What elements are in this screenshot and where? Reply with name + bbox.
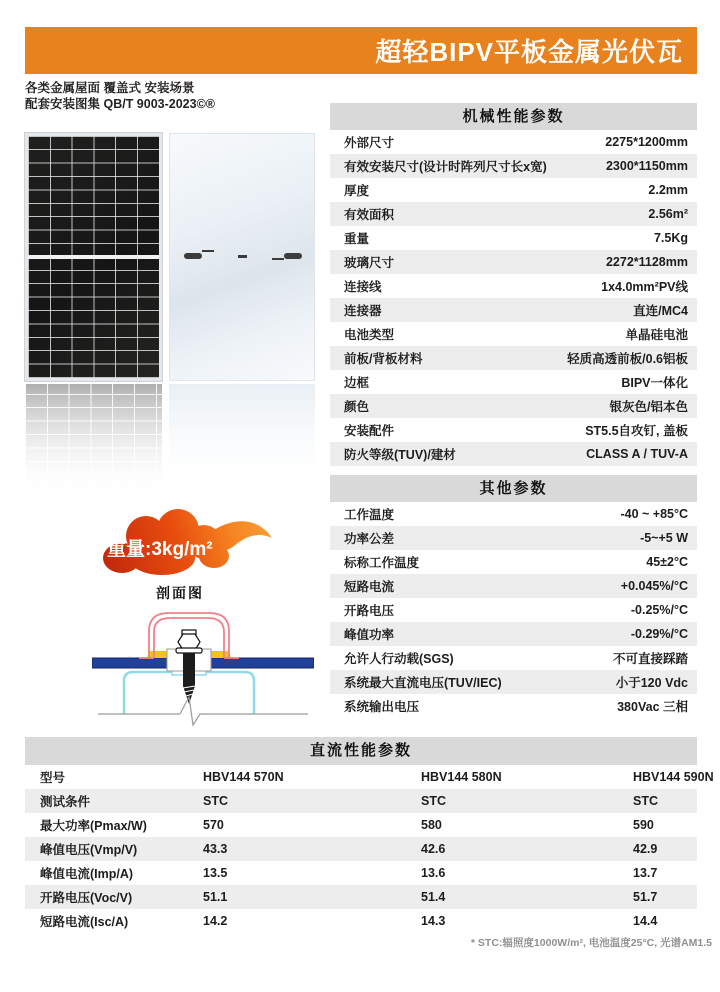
model-580n-cell: 42.6 [421, 842, 446, 856]
table-row [330, 442, 697, 466]
row-value: 2.56m² [648, 207, 688, 221]
table-row [330, 226, 697, 250]
row-label: 开路电压 [344, 604, 395, 618]
row-label: 系统最大直流电压(TUV/IEC) [344, 676, 502, 690]
junction-box-right [284, 253, 302, 259]
dc-section [25, 737, 714, 933]
row-label: 测试条件 [40, 795, 91, 809]
row-value: 380Vac 三相 [617, 700, 688, 714]
row-label: 电池类型 [344, 328, 395, 342]
weight-badge-text: 重量:3kg/m² [107, 539, 213, 560]
row-value: 45±2°C [646, 555, 688, 569]
intro-line-2: 配套安装图集 QB/T 9003-2023©® [25, 97, 216, 111]
table-row [330, 322, 697, 346]
cable-right [272, 258, 284, 260]
row-label: 前板/背板材料 [344, 352, 423, 366]
row-label: 安装配件 [344, 424, 395, 438]
row-value: 1x4.0mm²PV线 [601, 280, 688, 294]
table-row [330, 346, 697, 370]
row-value: 小于120 Vdc [615, 676, 688, 690]
row-label: 玻璃尺寸 [344, 256, 395, 270]
table-row [25, 861, 697, 885]
table-row [330, 418, 697, 442]
row-value: 2300*1150mm [605, 159, 688, 173]
table-row [330, 250, 697, 274]
row-value: -40 ~ +85°C [620, 507, 688, 521]
model-590n-cell: HBV144 590N [633, 770, 714, 784]
row-value: ST5.5自攻钉, 盖板 [585, 424, 688, 438]
model-580n-cell: HBV144 580N [421, 770, 502, 784]
page-title: 超轻BIPV平板金属光伏瓦 [375, 37, 683, 67]
dc-section-header: 直流性能参数 [25, 737, 697, 765]
row-value: 银灰色/铝本色 [609, 400, 688, 414]
model-570n-cell: 51.1 [203, 890, 228, 904]
model-580n-cell: 14.3 [421, 914, 446, 928]
row-label: 边框 [344, 376, 370, 390]
table-row [25, 765, 714, 789]
title-banner [25, 27, 697, 74]
row-value: -5~+5 W [640, 531, 688, 545]
model-590n-cell: 51.7 [633, 890, 658, 904]
model-570n-cell: STC [203, 794, 228, 808]
table-row [330, 694, 697, 718]
row-label: 短路电流(Isc/A) [40, 915, 129, 929]
table-row [25, 885, 697, 909]
other-section-header: 其他参数 [330, 475, 697, 502]
model-570n-cell: 43.3 [203, 842, 228, 856]
table-row [25, 789, 697, 813]
row-label: 最大功率(Pmax/W) [40, 819, 147, 833]
table-row [330, 130, 697, 154]
model-570n-cell: HBV144 570N [203, 770, 284, 784]
table-row [330, 154, 697, 178]
model-580n-cell: 13.6 [421, 866, 446, 880]
panel-back-image [169, 133, 315, 381]
table-row [330, 274, 697, 298]
panel-front-reflection [25, 384, 162, 502]
row-label: 有效面积 [344, 208, 395, 222]
panel-back-reflection [169, 384, 315, 502]
model-570n-cell: 13.5 [203, 866, 228, 880]
row-value: -0.29%/°C [630, 627, 688, 641]
row-label: 有效安装尺寸(设计时阵列尺寸长x宽) [344, 160, 547, 174]
row-label: 峰值功率 [344, 628, 395, 642]
row-value: CLASS A / TUV-A [586, 447, 688, 461]
row-label: 峰值电流(Imp/A) [40, 867, 134, 881]
model-570n-cell: 570 [203, 818, 224, 832]
ground-break-line [98, 697, 308, 725]
cross-section-diagram [92, 601, 314, 729]
table-row [330, 598, 697, 622]
model-590n-cell: STC [633, 794, 658, 808]
row-label: 连接器 [344, 304, 382, 318]
table-row [330, 298, 697, 322]
model-590n-cell: 590 [633, 818, 654, 832]
table-row [330, 622, 697, 646]
row-label: 峰值电压(Vmp/V) [40, 843, 138, 857]
row-value: 直连/MC4 [633, 304, 688, 318]
other-table [330, 502, 697, 718]
mech-section-header: 机械性能参数 [330, 103, 697, 130]
table-row [330, 370, 697, 394]
model-590n-cell: 14.4 [633, 914, 658, 928]
dc-table [25, 765, 714, 933]
row-value: 2272*1128mm [605, 255, 688, 269]
table-row [25, 909, 697, 933]
row-value: +0.045%/°C [620, 579, 688, 593]
row-value: 7.5Kg [653, 231, 688, 245]
table-row [330, 526, 697, 550]
junction-box-center [238, 255, 247, 258]
junction-box-left [184, 253, 202, 259]
model-580n-cell: STC [421, 794, 446, 808]
row-value: 单晶硅电池 [625, 328, 688, 342]
row-label: 型号 [40, 771, 66, 785]
table-row [330, 202, 697, 226]
model-580n-cell: 580 [421, 818, 442, 832]
row-label: 防火等级(TUV)/建材 [344, 448, 456, 462]
table-row [330, 670, 697, 694]
row-label: 开路电压(Voc/V) [40, 891, 133, 905]
row-value: 轻质高透前板/0.6铝板 [567, 352, 688, 366]
row-label: 短路电流 [344, 580, 395, 594]
stc-footnote: * STC:辐照度1000W/m², 电池温度25°C, 光谱AM1.5 [470, 937, 712, 949]
table-row [330, 646, 697, 670]
row-label: 功率公差 [344, 532, 395, 546]
row-value: 2.2mm [648, 183, 688, 197]
row-label: 系统输出电压 [344, 700, 420, 714]
model-590n-cell: 42.9 [633, 842, 658, 856]
row-label: 工作温度 [344, 508, 395, 522]
table-row [25, 837, 697, 861]
panel-front-image [25, 133, 162, 381]
table-row [330, 394, 697, 418]
model-570n-cell: 14.2 [203, 914, 228, 928]
row-label: 标称工作温度 [344, 556, 420, 570]
row-value: -0.25%/°C [630, 603, 688, 617]
table-row [330, 574, 697, 598]
mech-table [330, 130, 697, 466]
table-row [330, 550, 697, 574]
row-value: 2275*1200mm [605, 135, 688, 149]
spec-column [330, 103, 697, 718]
row-label: 允许人行动载(SGS) [344, 652, 454, 666]
row-label: 连接线 [344, 280, 382, 294]
weight-cloud-badge [96, 502, 276, 586]
model-580n-cell: 51.4 [421, 890, 446, 904]
row-value: BIPV一体化 [621, 376, 688, 390]
table-row [330, 178, 697, 202]
row-label: 外部尺寸 [344, 136, 395, 150]
table-row [25, 813, 697, 837]
model-590n-cell: 13.7 [633, 866, 658, 880]
row-label: 厚度 [344, 184, 370, 198]
intro-line-1: 各类金属屋面 覆盖式 安装场景 [25, 81, 195, 95]
row-label: 重量 [344, 232, 370, 246]
table-row [330, 502, 697, 526]
row-label: 颜色 [344, 400, 370, 414]
row-value: 不可直接踩踏 [612, 652, 688, 666]
cable-left [202, 250, 214, 252]
intro-text [25, 80, 215, 112]
cross-section-label: 剖面图 [156, 585, 204, 601]
